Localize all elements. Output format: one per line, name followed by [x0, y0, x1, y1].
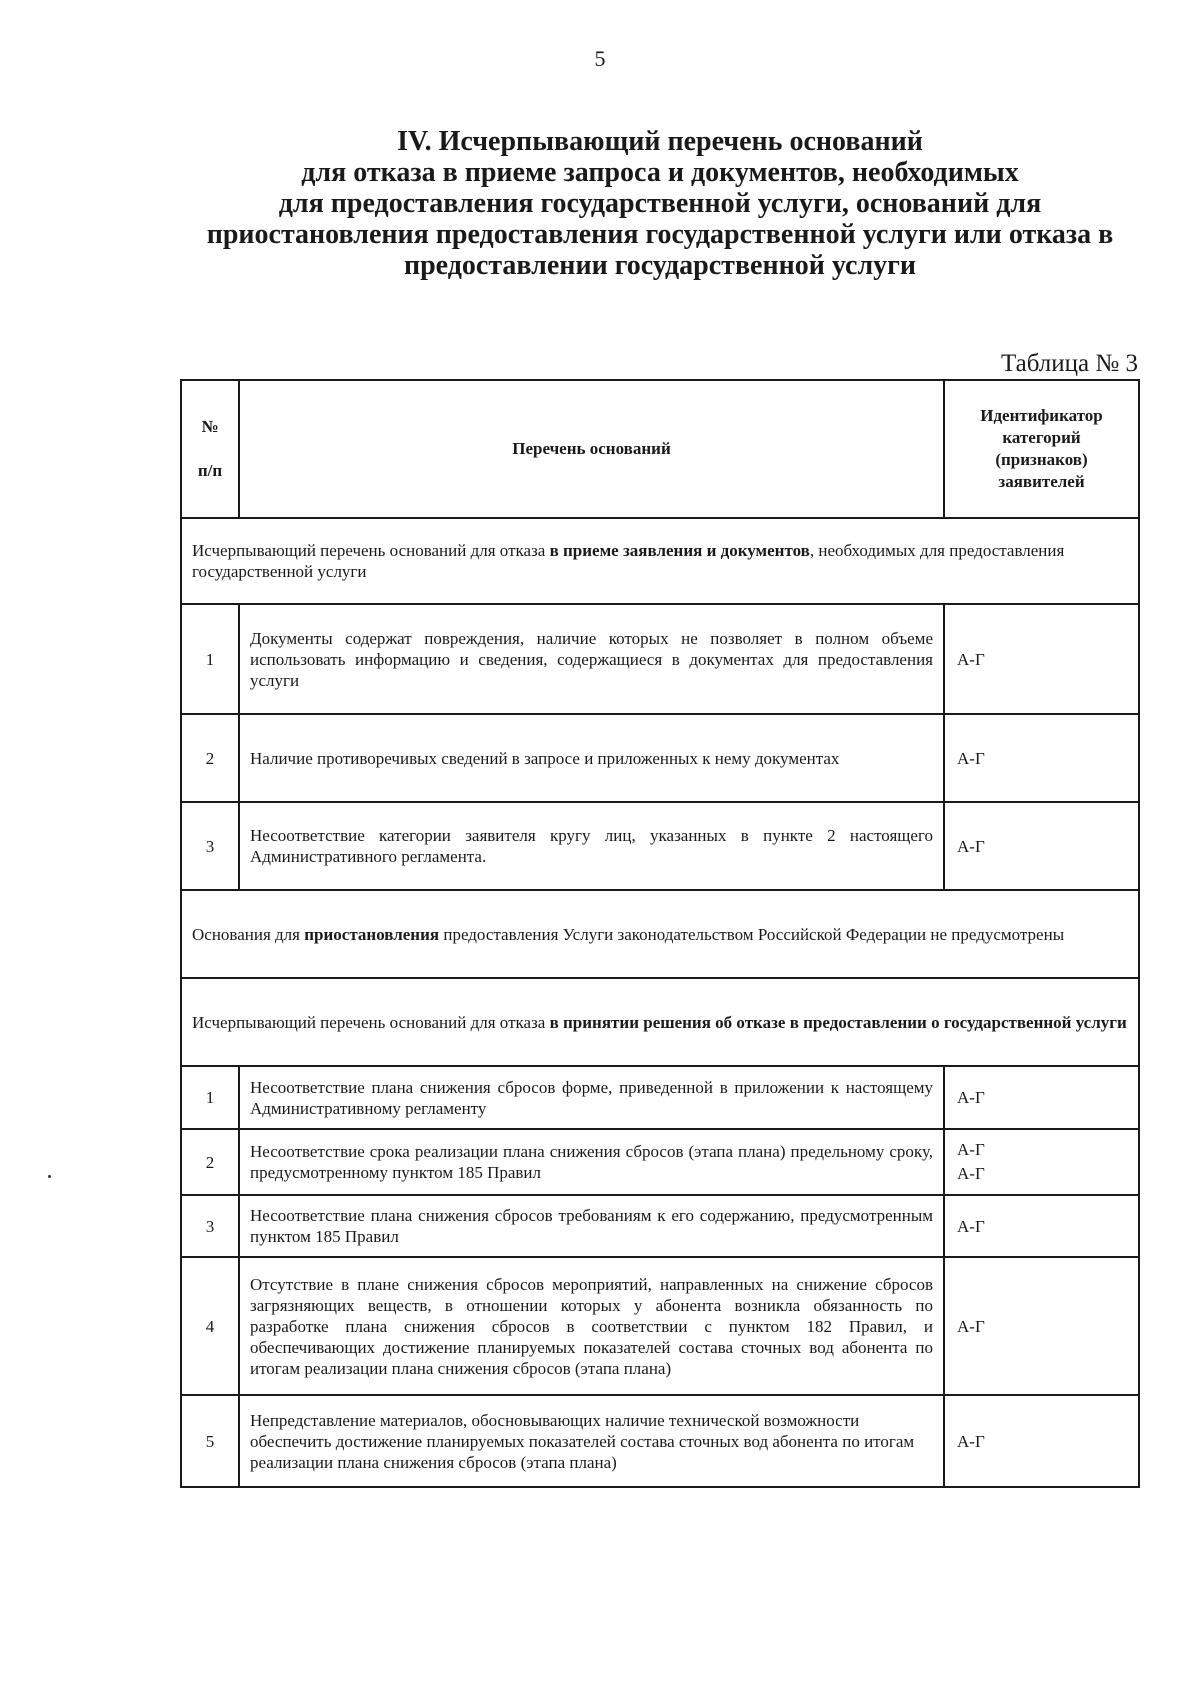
row-number: 1 — [181, 604, 239, 714]
header-identifier-cell — [944, 380, 1139, 518]
row-identifier — [944, 1129, 1139, 1195]
section-text: Исчерпывающий перечень оснований для отказа — [192, 541, 550, 560]
page-number: 5 — [594, 46, 606, 71]
section-header-cell — [181, 518, 1139, 604]
grounds-table — [180, 379, 1140, 1488]
row-reason: Несоответствие срока реализации плана снижения сбросов (этапа плана) предельному сроку, предусмотренному пунктом 185 Правил — [239, 1129, 944, 1195]
table-row — [181, 1129, 1139, 1195]
section-text: предоставления Услуги законодательством Российской Федерации не предусмотрены — [439, 924, 1065, 944]
row-number: 1 — [181, 1066, 239, 1129]
row-identifier: А-Г — [944, 1195, 1139, 1257]
section-text: , необходимых для предоставления государственной услуги — [192, 541, 1065, 581]
section-text-bold: приостановления — [304, 924, 440, 944]
table-row — [181, 1066, 1139, 1129]
table-row — [181, 714, 1139, 802]
row-identifier-value: А-Г — [957, 1164, 985, 1183]
row-number: 2 — [181, 1129, 239, 1195]
section-text-bold: в принятии решения об отказе в предоставлении о государственной услуги — [549, 1012, 1127, 1032]
section-title — [180, 126, 1140, 281]
table-row — [181, 604, 1139, 714]
row-reason: Документы содержат повреждения, наличие которых не позволяет в полном объеме использовать информацию и сведения, содержащиеся в документах для предоставления услуги — [239, 604, 944, 714]
row-reason: Непредставление материалов, обосновывающих наличие технической возможности обеспечить достижение планируемых показателей состава сточных вод абонента по итогам реализации плана снижения сбросов (этапа плана) — [239, 1395, 944, 1487]
row-number: 5 — [181, 1395, 239, 1487]
table-caption: Таблица № 3 — [1000, 350, 1138, 377]
section-header-cell — [181, 890, 1139, 978]
section-title-line: предоставлении государственной услуги — [403, 250, 917, 281]
section-title-line: для отказа в приеме запроса и документов, необходимых — [301, 157, 1019, 188]
section-title-line: приостановления предоставления государственной услуги или отказа в — [206, 219, 1114, 250]
row-number: 3 — [181, 1195, 239, 1257]
row-number: 2 — [181, 714, 239, 802]
table-row — [181, 1257, 1139, 1395]
row-identifier-value: А-Г — [957, 1140, 985, 1159]
section-text-bold: в приеме заявления и документов — [549, 541, 810, 560]
row-identifier: А-Г — [944, 604, 1139, 714]
header-number-symbol: № — [201, 417, 219, 436]
row-identifier: А-Г — [944, 1257, 1139, 1395]
row-reason: Несоответствие категории заявителя кругу лиц, указанных в пункте 2 настоящего Административного регламента. — [239, 802, 944, 890]
header-identifier-line: заявителей — [998, 472, 1085, 491]
section-header-row — [181, 518, 1139, 604]
scan-speck — [48, 1175, 51, 1178]
section-text: Основания для — [192, 924, 305, 944]
row-reason: Несоответствие плана снижения сбросов форме, приведенной в приложении к настоящему Административному регламенту — [239, 1066, 944, 1129]
header-number-abbr: п/п — [197, 461, 223, 480]
row-identifier: А-Г — [944, 802, 1139, 890]
header-identifier-line: Идентификатор — [980, 406, 1103, 425]
row-reason: Наличие противоречивых сведений в запросе и приложенных к нему документах — [239, 714, 944, 802]
section-title-line: для предоставления государственной услуги, оснований для — [278, 188, 1042, 219]
section-header-row — [181, 978, 1139, 1066]
row-identifier: А-Г — [944, 714, 1139, 802]
row-reason: Отсутствие в плане снижения сбросов мероприятий, направленных на снижение сбросов загрязняющих веществ, в отношении которых у абонента возникла обязанность по разработке плана снижения сбросов в соответствии с пунктом 182 Правил, и обеспечивающих достижение планируемых показателей состава сточных вод абонента по итогам реализации плана снижения сбросов (этапа плана) — [239, 1257, 944, 1395]
section-text: Исчерпывающий перечень оснований для отказа — [192, 1012, 550, 1032]
row-reason: Несоответствие плана снижения сбросов требованиям к его содержанию, предусмотренным пунктом 185 Правил — [239, 1195, 944, 1257]
header-reasons-cell: Перечень оснований — [239, 380, 944, 518]
section-header-row — [181, 890, 1139, 978]
header-number-cell — [181, 380, 239, 518]
table-row — [181, 1195, 1139, 1257]
row-number: 3 — [181, 802, 239, 890]
row-number: 4 — [181, 1257, 239, 1395]
table-row — [181, 802, 1139, 890]
row-identifier: А-Г — [944, 1066, 1139, 1129]
table-header-row — [181, 380, 1139, 518]
table-row — [181, 1395, 1139, 1487]
header-identifier-line: категорий — [1002, 428, 1081, 447]
section-header-cell — [181, 978, 1139, 1066]
header-identifier-line: (признаков) — [995, 450, 1088, 469]
section-title-line: IV. Исчерпывающий перечень оснований — [397, 126, 923, 157]
row-identifier: А-Г — [944, 1395, 1139, 1487]
